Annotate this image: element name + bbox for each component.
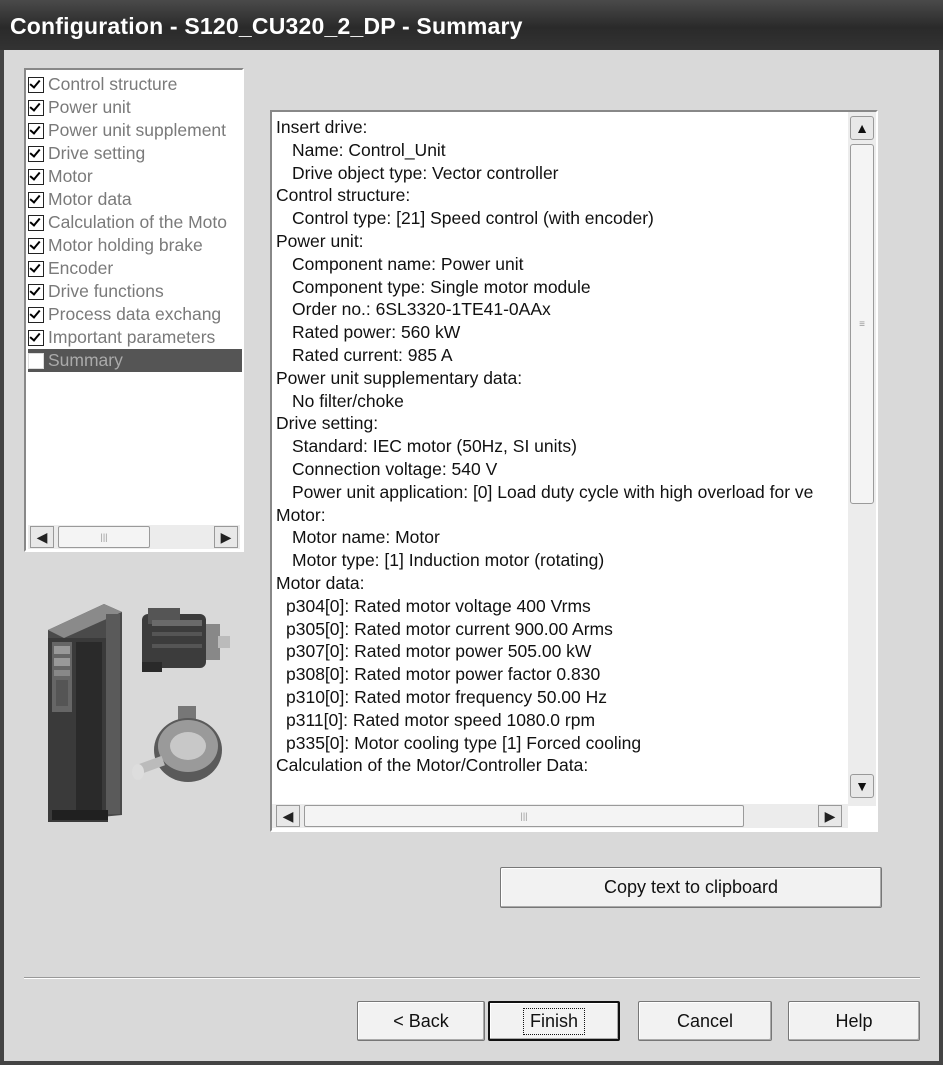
- footer-separator: [24, 977, 920, 979]
- step-label: Power unit supplement: [48, 120, 227, 140]
- arrow-left-icon[interactable]: ◀: [276, 805, 300, 827]
- step-item[interactable]: [28, 211, 244, 234]
- summary-line: Motor name: Motor: [292, 527, 440, 548]
- step-item[interactable]: [28, 280, 244, 303]
- summary-line: Drive setting:: [276, 413, 379, 434]
- summary-line: Insert drive:: [276, 117, 368, 137]
- window-title: Configuration - S120_CU320_2_DP - Summary: [0, 0, 943, 50]
- summary-text-box[interactable]: [270, 110, 878, 832]
- step-label: Drive setting: [48, 143, 146, 163]
- summary-line: p311[0]: Rated motor speed 1080.0 rpm: [286, 709, 596, 730]
- step-checkbox: [28, 100, 44, 116]
- window-frame-left: [0, 50, 4, 1065]
- step-checkbox: [28, 238, 44, 254]
- encoder-image: [132, 706, 222, 782]
- summary-line: Standard: IEC motor (50Hz, SI units): [292, 436, 577, 457]
- step-checkbox: [28, 146, 44, 162]
- summary-hscroll-thumb[interactable]: |||: [304, 805, 744, 827]
- step-label: Process data exchang: [48, 304, 222, 324]
- summary-line: p310[0]: Rated motor frequency 50.00 Hz: [286, 686, 608, 707]
- summary-line: Drive object type: Vector controller: [292, 162, 559, 183]
- step-label: Power unit: [48, 97, 131, 117]
- step-checkbox: [28, 123, 44, 139]
- step-item[interactable]: [28, 349, 244, 372]
- summary-line: Control structure:: [276, 185, 411, 206]
- step-item[interactable]: [28, 188, 244, 211]
- step-item[interactable]: [28, 257, 244, 280]
- step-item[interactable]: [28, 73, 244, 96]
- step-checkbox: [28, 330, 44, 346]
- step-label: Motor holding brake: [48, 235, 203, 255]
- step-item[interactable]: [28, 119, 244, 142]
- arrow-up-icon[interactable]: ▲: [850, 116, 874, 140]
- step-checkbox: [28, 284, 44, 300]
- arrow-right-icon[interactable]: ▶: [214, 526, 238, 548]
- step-checkbox: [28, 261, 44, 277]
- arrow-left-icon[interactable]: ◀: [30, 526, 54, 548]
- step-items: [28, 73, 244, 372]
- summary-line: Motor type: [1] Induction motor (rotating): [292, 550, 605, 571]
- step-label: Calculation of the Moto: [48, 212, 227, 232]
- wizard-steps-list[interactable]: [24, 68, 244, 552]
- summary-line: Power unit application: [0] Load duty cycle with high overload for ve: [292, 481, 814, 502]
- step-label: Drive functions: [48, 281, 164, 301]
- step-checkbox: [28, 192, 44, 208]
- motor-image: [142, 608, 230, 672]
- back-button[interactable]: < Back: [357, 1001, 485, 1041]
- summary-line: p307[0]: Rated motor power 505.00 kW: [286, 641, 592, 662]
- summary-horizontal-scrollbar[interactable]: [272, 804, 848, 828]
- step-item[interactable]: [28, 303, 244, 326]
- summary-line: Motor data:: [276, 572, 365, 593]
- window-frame-right: [939, 50, 943, 1065]
- step-label: Summary: [48, 350, 123, 370]
- summary-line: Rated current: 985 A: [292, 344, 453, 365]
- copy-to-clipboard-button[interactable]: Copy text to clipboard: [500, 867, 882, 908]
- step-label: Control structure: [48, 74, 178, 94]
- summary-line: Connection voltage: 540 V: [292, 458, 498, 479]
- step-checkbox: [28, 77, 44, 93]
- steps-horizontal-scrollbar[interactable]: [28, 525, 240, 549]
- summary-line: Calculation of the Motor/Controller Data:: [276, 755, 589, 776]
- summary-line: Component type: Single motor module: [292, 276, 591, 297]
- finish-button-label: Finish: [523, 1008, 585, 1035]
- step-label: Encoder: [48, 258, 114, 278]
- step-label: Important parameters: [48, 327, 216, 347]
- steps-scroll-thumb[interactable]: |||: [58, 526, 150, 548]
- motor-module-image: [48, 604, 122, 822]
- summary-line: Motor:: [276, 504, 326, 525]
- arrow-right-icon[interactable]: ▶: [818, 805, 842, 827]
- help-button[interactable]: Help: [788, 1001, 920, 1041]
- drive-hardware-image: [42, 600, 232, 825]
- step-label: Motor data: [48, 189, 132, 209]
- summary-content: [276, 116, 846, 806]
- step-item[interactable]: [28, 326, 244, 349]
- step-item[interactable]: [28, 142, 244, 165]
- summary-line: p304[0]: Rated motor voltage 400 Vrms: [286, 595, 591, 616]
- step-checkbox: [28, 353, 44, 369]
- cancel-button[interactable]: Cancel: [638, 1001, 772, 1041]
- summary-line: p308[0]: Rated motor power factor 0.830: [286, 664, 601, 685]
- summary-line: Power unit:: [276, 230, 364, 251]
- summary-line: Name: Control_Unit: [292, 139, 446, 160]
- summary-line: Rated power: 560 kW: [292, 322, 461, 343]
- finish-button[interactable]: [488, 1001, 620, 1041]
- arrow-down-icon[interactable]: ▼: [850, 774, 874, 798]
- step-checkbox: [28, 215, 44, 231]
- summary-line: Power unit supplementary data:: [276, 367, 523, 388]
- step-label: Motor: [48, 166, 93, 186]
- step-item[interactable]: [28, 234, 244, 257]
- step-item[interactable]: [28, 165, 244, 188]
- summary-line: Order no.: 6SL3320-1TE41-0AAx: [292, 299, 551, 320]
- summary-line: No filter/choke: [292, 390, 404, 411]
- summary-vertical-scrollbar[interactable]: [848, 112, 876, 806]
- step-item[interactable]: [28, 96, 244, 119]
- step-checkbox: [28, 169, 44, 185]
- step-checkbox: [28, 307, 44, 323]
- summary-line: p305[0]: Rated motor current 900.00 Arms: [286, 618, 613, 639]
- summary-vscroll-thumb[interactable]: ≡: [850, 144, 874, 504]
- summary-line: p335[0]: Motor cooling type [1] Forced cooling: [286, 732, 642, 753]
- window-frame-bottom: [0, 1061, 943, 1065]
- summary-line: Control type: [21] Speed control (with encoder): [292, 208, 654, 229]
- summary-line: Component name: Power unit: [292, 253, 524, 274]
